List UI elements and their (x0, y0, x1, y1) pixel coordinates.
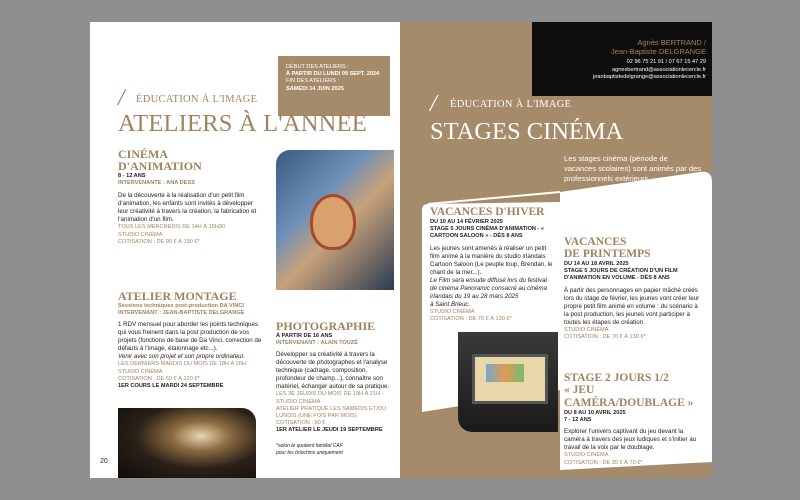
hiver-price: DE 70 € À 130 €* (468, 315, 512, 322)
hiver-block (430, 206, 554, 323)
stage2-price: DE 35 € À 70 €* (602, 459, 643, 466)
contact-names-2: Jean-Baptiste DELGRANGE (610, 47, 706, 56)
hiver-place: STUDIO CINÉMA (430, 308, 475, 315)
montage-desc: 1 RDV mensuel pour aborder les points techniques qui vous freinent dans la post production de vos projets (fonctions de base de Da Vinci, correction de défauts à l'image, étalonnage etc...). (118, 321, 262, 353)
animation-table-photo (458, 332, 558, 432)
stage2-desc: Explorer l'univers captivant du jeu devant la caméra à travers des jeux ludiques et s'initier au travail de la voix par le doublage. (564, 428, 697, 452)
studio-photo (118, 408, 256, 478)
dates-box-line1: DÉBUT DES ATELIERS : (286, 64, 349, 70)
section-kicker: ÉDUCATION À L'IMAGE (136, 94, 258, 105)
stage2-block (564, 372, 704, 467)
slash-mark: / (118, 85, 125, 111)
printemps-place: STUDIO CINÉMA (564, 326, 609, 333)
hiver-italic-2: à Saint Brieuc. (430, 300, 471, 308)
photo-when2: ATELIER PRATIQUE LES SAMEDIS ET/OU LUNDIS (UNE FOIS PAR MOIS) (276, 405, 387, 420)
animation-photo (276, 150, 394, 290)
hiver-desc: Les jeunes sont amenés à réaliser un petit film animé à la manière du studio irlandais Cartoon Saloon (Le peuple loup, Brendan, le chant de la mer...). (430, 244, 553, 276)
printemps-title-1: VACANCES (564, 236, 627, 248)
contact-email-2: jeanbaptistedelgrange@associationlecercle.fr (593, 74, 706, 80)
animation-price-label: COTISATION : (118, 238, 155, 245)
photo-price: 90 € (314, 420, 326, 427)
dates-box (278, 56, 390, 116)
hiver-price-label: COTISATION : (430, 315, 467, 322)
animation-desc: De la découverte à la réalisation d'un petit film d'animation, les enfants sont invités à développer leur créativité à travers la création, la fabrication et l'animation d'un film. (118, 192, 257, 224)
stage2-title-2: « JEU CAMÉRA/DOUBLAGE » (564, 384, 694, 409)
table-figurines (486, 364, 524, 382)
animation-title-2: D'ANIMATION (118, 159, 202, 173)
photo-first: 1ER ATELIER LE JEUDI 19 SEPTEMBRE (276, 427, 383, 434)
contact-names-1: Agnès BERTRAND / (637, 38, 706, 47)
animation-age: 8 - 12 ANS (118, 173, 146, 179)
contact-email-1: agnesbertrand@associationlecercle.fr (612, 66, 706, 73)
stage2-place: STUDIO CINÉMA (564, 452, 609, 459)
page-title: ATELIERS À L'ANNÉE (118, 110, 367, 137)
hiver-italic: Le Film sera ensuite diffusé lors du festival de cinéma Panoramic consacré au cinéma irlandais du 19 au 28 mars 2025 (430, 276, 547, 300)
animation-price: DE 90 € À 190 €* (156, 238, 200, 245)
dates-box-line3: FIN DES ATELIERS : (286, 78, 340, 85)
montage-speaker: INTERVENANT : JEAN-BAPTISTE DELGRANGE (118, 310, 245, 317)
stage2-age: 7 - 12 ANS (564, 417, 592, 424)
hiver-title: VACANCES D'HIVER (430, 206, 545, 218)
page-number: 20 (100, 458, 108, 465)
stage2-price-label: COTISATION : (564, 459, 601, 466)
montage-price-label: COTISATION : (118, 375, 155, 382)
montage-sub: Sessions techniques post-production DA VINCI (118, 303, 244, 309)
printemps-dates: DU 14 AU 18 AVRIL 2025 (564, 261, 629, 267)
page-title-right: STAGES CINÉMA (430, 118, 624, 145)
section-kicker-right: ÉDUCATION À L'IMAGE (450, 99, 572, 110)
photo-desc: Développer sa créativité à travers la découverte de photographes et l'analyse technique (cadrage, composition, profondeur de champ...), connaître son matériel, échanger autour de sa pratique. (276, 351, 390, 391)
hiver-stage: STAGE 5 JOURS CINÉMA D'ANIMATION - « CARTOON SALOON » - DÈS 8 ANS (430, 226, 545, 240)
photo-speaker: INTERVENANT : ALAIN TOUZÉ (276, 340, 358, 347)
stage2-title-1: STAGE 2 JOURS 1/2 (564, 372, 669, 384)
footnote-2: pour les briochins uniquement (276, 449, 343, 456)
montage-when: LES DERNIERS MARDIS DU MOIS DE 18H À 20H (118, 361, 247, 368)
printemps-title-2: DE PRINTEMPS (564, 248, 651, 260)
stage2-dates: DU 8 AU 10 AVRIL 2025 (564, 410, 626, 416)
photo-age: À PARTIR DE 16 ANS (276, 333, 333, 339)
photo-block (276, 320, 394, 457)
animation-place: STUDIO CINÉMA (118, 231, 163, 238)
animation-when: TOUS LES MERCREDIS DE 14H À 15H30 (118, 224, 226, 231)
animation-speaker: INTERVENANTE : ANA DESS (118, 180, 195, 187)
footnote-1: *selon le quotient familial CAF (276, 442, 343, 449)
contact-phones: 02 96 75 21 91 / 07 67 15 47 29 (626, 59, 706, 65)
montage-first: 1ER COURS LE MARDI 24 SEPTEMBRE (118, 383, 224, 390)
dates-box-line4: SAMEDI 14 JUIN 2025 (286, 85, 344, 92)
photo-when: LES 3E JEUDIS DU MOIS DE 19H À 21H - STUDIO CINÉMA (276, 391, 384, 405)
montage-place: STUDIO CINÉMA (118, 368, 163, 375)
printemps-stage: STAGE 5 JOURS DE CRÉATION D'UN FILM D'ANIMATION EN VOLUME - DÈS 8 ANS (564, 268, 678, 282)
printemps-price-label: COTISATION : (564, 333, 601, 340)
intro-text: Les stages cinéma (période de vacances scolaires) sont animés par des professionnels extérieurs. (564, 154, 702, 183)
animation-block (118, 148, 260, 246)
printemps-block (564, 236, 704, 341)
right-page (400, 22, 712, 478)
printemps-desc: À partir des personnages en papier mâché créés lors du stage de février, les jeunes vont créer leur propre petit film animé en volume : du scénario à la post production, les jeunes vont participer à toutes les étapes de création. (564, 286, 700, 326)
drawing-face (310, 194, 356, 250)
dates-box-line2: À PARTIR DU LUNDI 09 SEPT. 2024 (286, 71, 380, 78)
hiver-dates: DU 10 AU 14 FÉVRIER 2025 (430, 219, 503, 225)
animation-title-1: CINÉMA (118, 147, 168, 161)
montage-desc-italic: Venir avec son projet et son propre ordinateur. (118, 353, 246, 361)
slash-mark-right: / (430, 91, 437, 117)
photo-price-label: COTISATION : (276, 420, 313, 427)
left-page (90, 22, 400, 478)
montage-block (118, 290, 266, 390)
photo-title: PHOTOGRAPHIE (276, 319, 376, 333)
montage-title: ATELIER MONTAGE (118, 289, 237, 303)
printemps-price: DE 70 € À 130 €* (602, 333, 646, 340)
montage-price: DE 60 € À 120 €* (156, 375, 200, 382)
